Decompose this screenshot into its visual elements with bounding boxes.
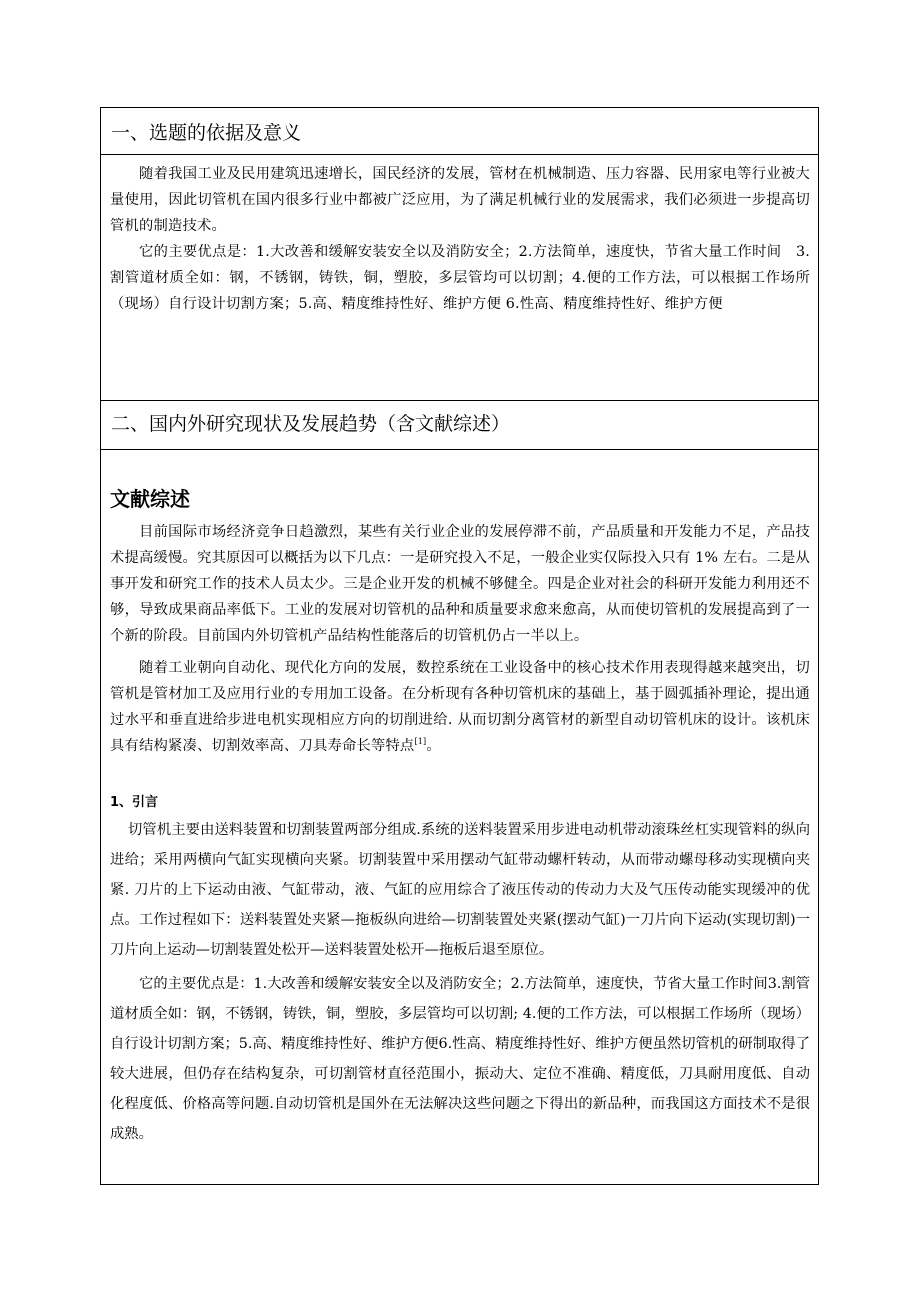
literature-review-body [110, 519, 810, 759]
proposal-table [100, 107, 819, 1185]
citation-marker: [1] [414, 737, 427, 747]
period: 。 [426, 738, 441, 754]
section-2-title: 二、国内外研究现状及发展趋势（含文献综述） [111, 413, 511, 435]
divider [101, 400, 818, 401]
divider [101, 154, 818, 155]
paragraph: 随着我国工业及民用建筑迅速增长，国民经济的发展，管材在机械制造、压力容器、民用家电等行业被大量使用，因此切管机在国内很多行业中都被广泛应用，为了满足机械行业的发展需求，我们必须进一步提高切管机的制造技术。 [110, 166, 810, 234]
literature-review-title: 文献综述 [110, 487, 190, 511]
paragraph: 切管机主要由送料装置和切割装置两部分组成.系统的送料装置采用步进电动机带动滚珠丝杠实现管料的纵向进给；采用两横向气缸实现横向夹紧。切割装置中采用摆动气缸带动螺杆转动，从而带动螺母移动实现横向夹紧. 刀片的上下运动由液、气缸带动，液、气缸的应用综合了液压传动的传动力大及气压传动能实现缓冲的优点。工作过程如下：送料装置处夹紧—拖板纵向进给—切割装置处夹紧(摆动气缸)一刀片向下运动(实现切割)一刀片向上运动—切割装置处松开—送料装置处松开—拖板后退至原位。 [110, 822, 810, 958]
section-1-title: 一、选题的依据及意义 [111, 122, 302, 144]
divider [101, 449, 818, 450]
intro-body [110, 815, 810, 1149]
section-1-body [110, 161, 810, 317]
paragraph: 它的主要优点是：1.大改善和缓解安装安全以及消防安全；2.方法简单，速度快，节省大量工作时间 3.割管道材质全如：钢，不锈钢，铸铁，铜，塑胶，多层管均可以切割；4.便的工作方法，可以根据工作场所（现场）自行设计切割方案；5.高、精度维持性好、维护方便 6.性高、精度维持性好、维护方便 [110, 244, 810, 312]
intro-heading: 1、引言 [110, 795, 159, 810]
paragraph: 它的主要优点是：1.大改善和缓解安装安全以及消防安全；2.方法简单，速度快，节省大量工作时间3.割管道材质全如：钢，不锈钢，铸铁，铜，塑胶，多层管均可以切割; 4.便的工作方法，可以根据工作场所（现场）自行设计切割方案；5.高、精度维持性好、维护方便6.性高、精度维持性好、维护方便虽然切管机的研制取得了较大进展，但仍存在结构复杂，可切割管材直径范围小，振动大、定位不准确、精度低，刀具耐用度低、自动化程度低、价格高等问题.自动切管机是国外在无法解决这些问题之下得出的新品种，而我国这方面技术不是很成熟。 [110, 976, 810, 1142]
paragraph [110, 655, 810, 759]
paragraph: 目前国际市场经济竞争日趋激烈，某些有关行业企业的发展停滞不前，产品质量和开发能力不足，产品技术提高缓慢。究其原因可以概括为以下几点：一是研究投入不足，一般企业实仅际投入只有 1% 左右。二是从事开发和研究工作的技术人员太少。三是企业开发的机械不够健全。四是企业对社会的科研开发能力利用还不够，导致成果商品率低下。工业的发展对切管机的品种和质量要求愈来愈高，从而使切管机的发展提高到了一个新的阶段。目前国内外切管机产品结构性能落后的切管机仍占一半以上。 [110, 524, 810, 644]
paragraph-text: 随着工业朝向自动化、现代化方向的发展，数控系统在工业设备中的核心技术作用表现得越来越突出，切管机是管材加工及应用行业的专用加工设备。在分析现有各种切管机床的基础上，基于圆弧插补理论，提出通过水平和垂直进给步进电机实现相应方向的切削进给. 从而切割分离管材的新型自动切管机床的设计。该机床具有结构紧凑、切割效率高、刀具寿命长等特点 [110, 660, 810, 754]
